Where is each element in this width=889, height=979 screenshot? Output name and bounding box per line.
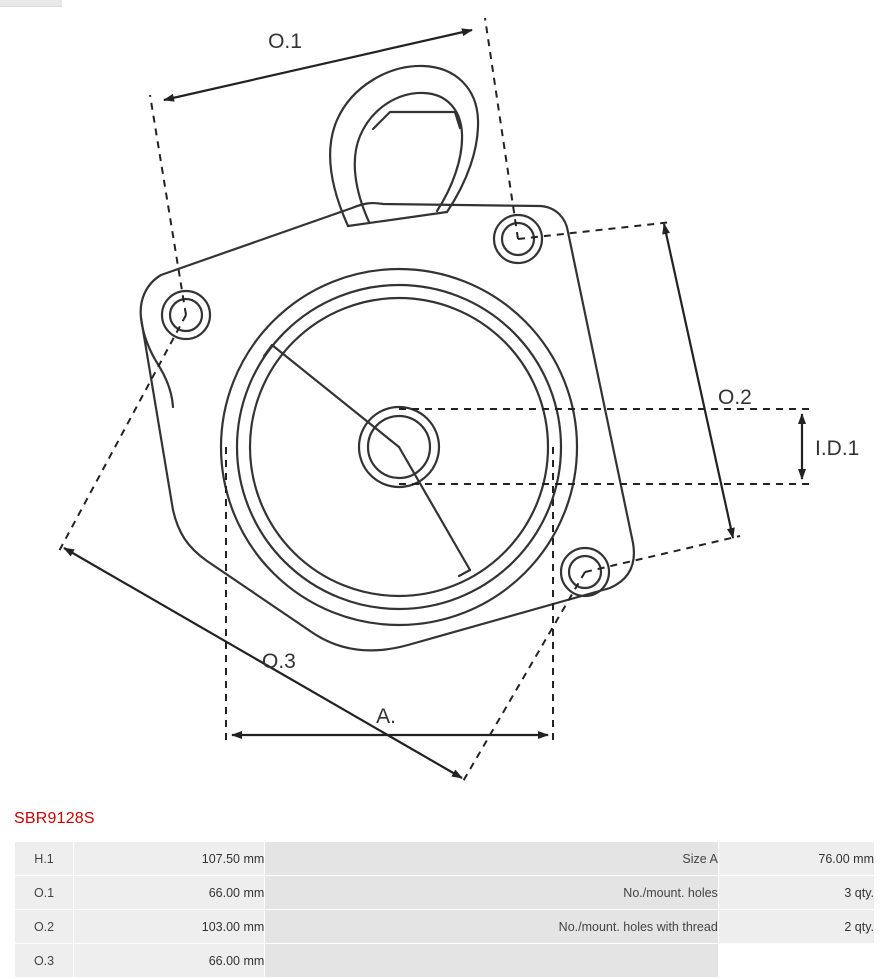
spec-label-secondary: No./mount. holes (265, 876, 719, 910)
spec-value: 66.00 mm (74, 944, 265, 978)
spec-label-secondary-empty (265, 944, 719, 978)
spec-value: 107.50 mm (74, 842, 265, 876)
spec-label: O.1 (15, 876, 74, 910)
spec-value: 66.00 mm (74, 876, 265, 910)
spec-value-secondary: 2 qty. (718, 910, 874, 944)
dimension-line-o1 (164, 30, 472, 100)
dimension-label-o1: O.1 (268, 30, 302, 53)
spec-value-secondary: 3 qty. (718, 876, 874, 910)
table-row (15, 944, 875, 978)
bracket-outline (141, 66, 634, 650)
spec-label: O.2 (15, 910, 74, 944)
table-row (15, 842, 875, 876)
dimension-line-o2 (664, 224, 733, 538)
table-row (15, 876, 875, 910)
dimension-arrows (64, 30, 802, 778)
spec-value-secondary-empty (718, 944, 874, 978)
spec-label-secondary: Size A (265, 842, 719, 876)
spec-label: H.1 (15, 842, 74, 876)
dimension-label-o2: O.2 (718, 386, 752, 409)
spec-label-secondary: No./mount. holes with thread (265, 910, 719, 944)
dimension-label-a: A. (376, 705, 396, 728)
spec-value: 103.00 mm (74, 910, 265, 944)
part-code: SBR9128S (14, 810, 95, 827)
dimension-extension-lines (58, 18, 810, 783)
dimension-labels (262, 30, 859, 728)
dimension-label-o3: O.3 (262, 650, 296, 673)
table-row (15, 910, 875, 944)
spec-value-secondary: 76.00 mm (718, 842, 874, 876)
spec-label: O.3 (15, 944, 74, 978)
specifications-table (14, 841, 875, 978)
dimension-label-id1: I.D.1 (815, 437, 860, 460)
